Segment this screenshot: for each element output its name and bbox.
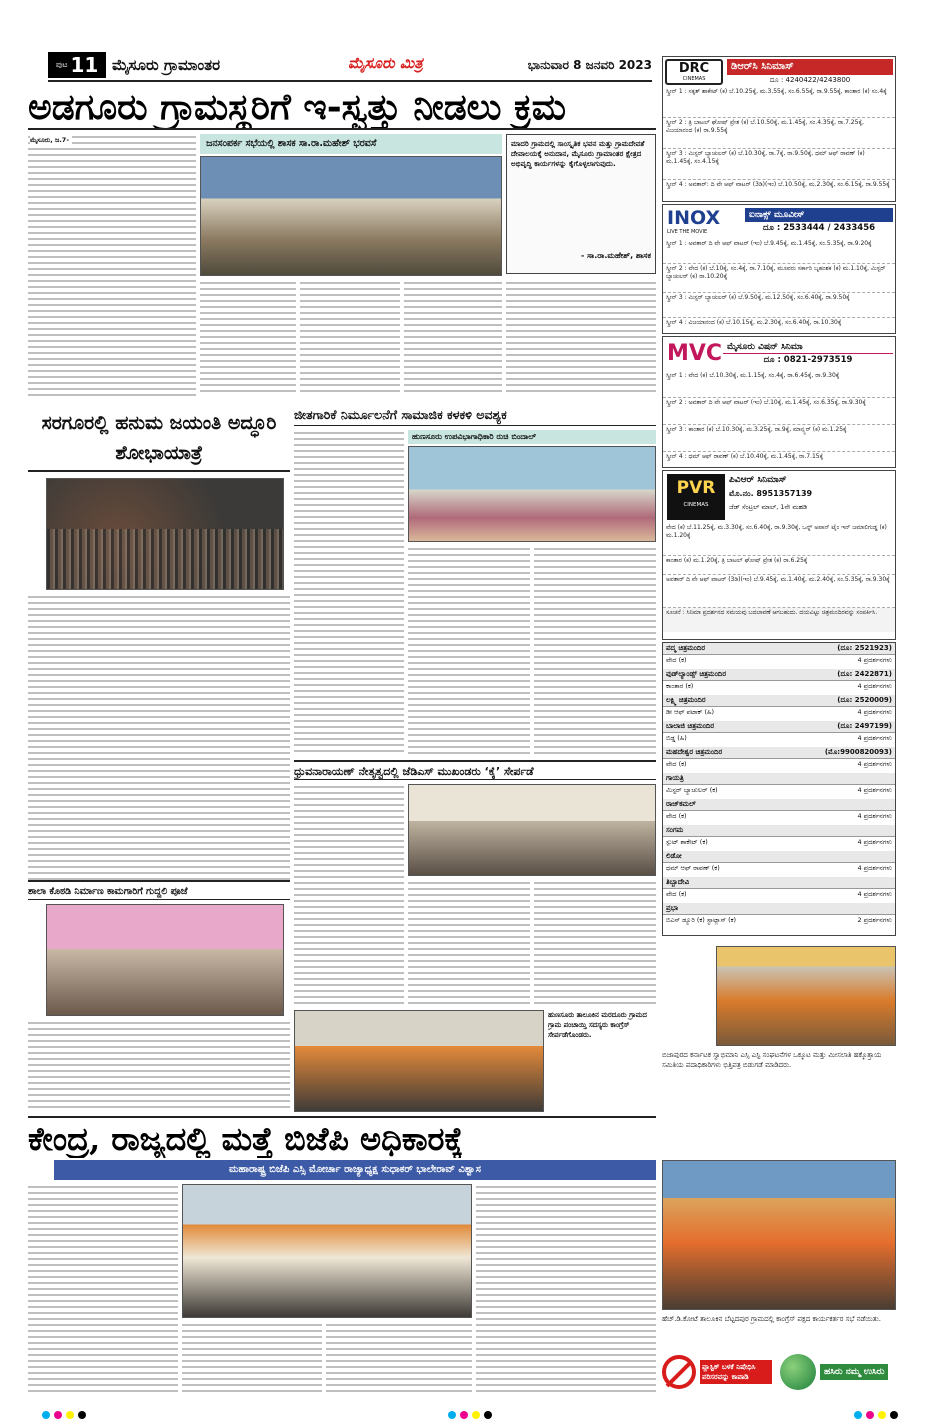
theatre-item: [663, 877, 895, 904]
pvr-cinema-box: [662, 470, 896, 640]
bottom-body-col1: [28, 1184, 178, 1394]
drc-phone: ದೂ : 4240422/4243800: [769, 76, 851, 84]
lead-body-col4: [404, 280, 502, 396]
bottom-right-photo: [662, 1160, 896, 1310]
jeeta-photo: [408, 446, 656, 542]
inox-name: ಐನಾಕ್ಸ್ ಮೂವೀಸ್: [745, 208, 893, 222]
theatre-film: ಸ್ಪುಟ್ ಶಾಕೇಟ್ (ಕ): [666, 838, 708, 846]
theatre-film: ಧಮ್ ಆಫ್ ರಾವಣ್ (ಕ): [666, 864, 720, 872]
pvr-logo-sub: CINEMAS: [683, 502, 709, 508]
inox-cinema-box: [662, 204, 896, 334]
dhruva-body-col1: [294, 784, 404, 1004]
theatre-item: [663, 773, 895, 800]
theatre-item: [663, 721, 895, 748]
pvr-phone: ಮೊ.ನಂ. 8951357139: [729, 489, 813, 498]
globe-icon: [780, 1354, 816, 1390]
lead-photo: [200, 156, 502, 276]
drc-logo: [665, 59, 723, 85]
theatre-film: ವೇದ (ಕ): [666, 812, 687, 820]
inox-row: ಸ್ಕ್ರೀನ್ 4 : ವಿಜಯಾನಂದ (ಕ) ಬೆ.10.15ಕ್ಕೆ, ಮ.2.30ಕ್ಕೆ, ಸಂ.6.40ಕ್ಕೆ, ರಾ.10.30ಕ್ಕೆ: [666, 319, 842, 326]
theatre-name: ಸಂಗಮ: [666, 826, 684, 834]
school-photo: [46, 904, 284, 1016]
inox-schedule: [663, 239, 895, 342]
drc-row: ಸ್ಕ್ರೀನ್ 3 : ಮಿಸ್ಟರ್ ಬ್ಯಾಚುಲರ್ (ಕ) ಬೆ.10.30ಕ್ಕೆ, ರಾ.7ಕ್ಕೆ, ರಾ.9.50ಕ್ಕೆ, ಧಮ್ ಆಫ್ ರಾವಣ್ (ಕ) ಮ.1.45ಕ್ಕೆ, ಸಂ.4.15ಕ್ಕೆ: [663, 149, 895, 180]
jeeta-headline: ಜೀತಗಾರಿಕೆ ನಿರ್ಮೂಲನೆಗೆ ಸಾಮಾಜಿಕ ಕಳಕಳಿ ಅವಶ್ಯಕ: [294, 404, 656, 426]
school-headline: ಶಾಲಾ ಕೊಠಡಿ ನಿರ್ಮಾಣ ಕಾಮಗಾರಿಗೆ ಗುದ್ದಲಿ ಪೂಜೆ: [28, 880, 290, 900]
theatre-item: [663, 799, 895, 826]
bottom-body-col2: [182, 1322, 322, 1394]
mvc-row: ಸ್ಕ್ರೀನ್ 4 : ಧಮ್ ಆಫ್ ರಾವಣ್ (ಕ) ಬೆ.10.40ಕ್ಕೆ, ಮ.1.45ಕ್ಕೆ, ರಾ.7.15ಕ್ಕೆ: [666, 453, 824, 460]
lead-photo-caption: ಜನಸಂಪರ್ಕ ಸಭೆಯಲ್ಲಿ ಶಾಸಕ ಸಾ.ರಾ.ಮಹೇಶ್ ಭರವಸೆ: [200, 134, 502, 154]
page-header: [48, 50, 652, 82]
theatre-name: ಪ್ರಭಾ: [666, 904, 679, 912]
masthead: ಮೈಸೂರು ಮಿತ್ರ: [348, 54, 423, 72]
theatre-item: [663, 825, 895, 852]
theatre-item: [663, 669, 895, 696]
theatre-name: ಲಕ್ಷ್ಮಿ ಚಿತ್ರಮಂದಿರ: [666, 696, 706, 704]
theatre-film: ಕಾಂತಾರ (ಕ): [666, 682, 694, 690]
lead-quote-author: - ಸಾ.ರಾ.ಮಹೇಶ್, ಶಾಸಕ: [581, 251, 651, 260]
theatre-item: [663, 747, 895, 774]
pvr-address: ಜೆಡ್ ಸೆಂಟ್ರಲ್ ಮಾಲ್, 1ನೇ ಮಹಡಿ: [729, 503, 808, 511]
bottom-photo: [182, 1184, 472, 1318]
plastic-ban-ad: [662, 1350, 772, 1394]
side-photo: [294, 1010, 544, 1112]
dhruva-body-col3: [534, 880, 656, 1004]
theatre-list: [662, 642, 896, 936]
lead-body-col5: [506, 280, 656, 396]
pvr-logo: [667, 474, 725, 520]
theatre-name: ಗಾಯತ್ರಿ: [666, 774, 684, 782]
lead-quote-box: [506, 134, 656, 274]
theatre-name: ಪದ್ಮ ಚಿತ್ರಮಂದಿರ: [666, 644, 706, 652]
drc-row: ಸ್ಕ್ರೀನ್ 1 : ಸಕ್ಕತ್ ಶಾಕೇಟ್ (ಕ) ಬೆ.10.25ಕ್ಕೆ, ಮ.3.55ಕ್ಕೆ, ಸಂ.6.55ಕ್ಕೆ, ರಾ.9.55ಕ್ಕೆ, ಕಾಂತಾರ (ಕ) ಸಂ.4ಕ್ಕೆ: [663, 87, 895, 118]
mvc-row: ಸ್ಕ್ರೀನ್ 1 : ವೇದ (ಕ) ಬೆ.10.30ಕ್ಕೆ, ಮ.1.15ಕ್ಕೆ, ಸಂ.4ಕ್ಕೆ, ರಾ.6.45ಕ್ಕೆ, ರಾ.9.30ಕ್ಕೆ: [663, 371, 895, 398]
theatre-item: [663, 695, 895, 722]
jeeta-body-col3: [534, 546, 656, 756]
inox-row: ಸ್ಕ್ರೀನ್ 2 : ವೇದ (ಕ) ಬೆ.10ಕ್ಕೆ, ಸಂ.4ಕ್ಕೆ, ರಾ.7.10ಕ್ಕೆ, ಮೂವರು ಸರ್ಕಾರಿ ಬೃಹಂಶಕ (ಕ) ಮ.1.10ಕ್ಕೆ, ಮಿಸ್ಟರ್ ಬ್ಯಾಚುಲರ್ (ಕ) ರಾ.10.20ಕ್ಕೆ: [663, 264, 895, 293]
no-plastic-icon: [662, 1355, 696, 1389]
green-ad-text: ಹಸಿರು ನಮ್ಮ ಉಸಿರು: [820, 1364, 888, 1380]
lead-quote: ಮಾದರಿ ಗ್ರಾಮದಲ್ಲಿ ಸಾಂಸ್ಕೃತಿಕ ಭವನ ಮತ್ತು ಗ್ರಾಮದೇವತೆ ದೇವಾಲಯಕ್ಕೆ ಅನುದಾನ, ಮೈಸೂರು ಗ್ರಾಮಾಂತರ ಕ್ಷೇತ್ರದ ಅಭಿವೃದ್ಧಿ ಕಾರ್ಯಗಳನ್ನು ಕೈಗೊಳ್ಳಲಾಗುವುದು.: [511, 139, 645, 168]
bottom-headline: ಕೇಂದ್ರ, ರಾಜ್ಯದಲ್ಲಿ ಮತ್ತೆ ಬಿಜೆಪಿ ಅಧಿಕಾರಕ್ಕೆ: [28, 1116, 656, 1158]
pvr-logo-text: PVR: [676, 478, 716, 498]
page-label: ಪುಟ: [55, 60, 68, 69]
hanuma-photo: [46, 478, 284, 590]
lead-body-col1: [28, 134, 196, 396]
bottom-body-col3: [326, 1322, 472, 1394]
pvr-name: ಪಿವಿಆರ್ ಸಿನಿಮಾಸ್: [729, 475, 787, 485]
theatre-shows: 4 ಪ್ರದರ್ಶನಗಳು: [857, 864, 892, 872]
theatre-phone: (ದೂ: 2422871): [837, 670, 892, 678]
jeeta-caption: ಹುಣಸೂರು ಉಪವಿಭಾಗಾಧಿಕಾರಿ ರುಚಿ ಬಿಂದಾಲ್: [408, 430, 656, 444]
inox-phone: ದೂ : 2533444 / 2433456: [762, 223, 876, 233]
theatre-film: ವೇದ (ಕ): [666, 656, 687, 664]
theatre-shows: 4 ಪ್ರದರ್ಶನಗಳು: [857, 812, 892, 820]
inox-logo-sub: LIVE THE MOVIE: [667, 229, 708, 235]
theatre-item: [663, 643, 895, 670]
theatre-shows: 4 ಪ್ರದರ್ಶನಗಳು: [857, 682, 892, 690]
drc-schedule: [663, 87, 895, 210]
theatre-film: ಡೀ ಆಫ್ ಪಟಾಕ್ (ಹಿ): [666, 708, 715, 716]
theatre-film: ವೇದ (ಕ): [666, 760, 687, 768]
drc-name: ಡಿಆರ್‌ಸಿ ಸಿನಿಮಾಸ್: [727, 59, 893, 75]
theatre-phone: (ದೂ: 2520009): [837, 696, 892, 704]
pvr-note: ಸೂಚನೆ : ಸಿನಿಮಾ ಪ್ರದರ್ಶನದ ಸಮಯವು ಬದಲಾವಣೆ ಆಗಬಹುದು. ದಯವಿಟ್ಟು ಚಿತ್ರಮಂದಿರವನ್ನು ಸಂಪರ್ಕಿಸಿ.: [663, 608, 895, 632]
mvc-cinema-box: [662, 336, 896, 468]
theatre-shows: 4 ಪ್ರದರ್ಶನಗಳು: [857, 734, 892, 742]
theatre-name: ಲಿಡೋ: [666, 852, 682, 860]
registration-marks: [40, 1404, 900, 1416]
page-number: 11: [70, 53, 99, 77]
theatre-shows: 4 ಪ್ರದರ್ಶನಗಳು: [857, 838, 892, 846]
theatre-name: ಬಾಲಾಜಿ ಚಿತ್ರಮಂದಿರ: [666, 722, 715, 730]
mvc-row: ಸ್ಕ್ರೀನ್ 2 : ಅವತಾರ್ ದಿ ವೇ ಆಫ್ ವಾಟರ್ (ಇಂ) ಬೆ.10ಕ್ಕೆ, ಮ.1.45ಕ್ಕೆ, ಸಂ.6.35ಕ್ಕೆ, ರಾ.9.30ಕ್ಕೆ: [663, 398, 895, 425]
right-event-caption: ಬಿಜಾಪುರದ ಕರ್ನಾಟಕ ಸ್ವಾಭಿಮಾನಿ ಎಸ್ಸಿ ಎಸ್ಟಿ ಸಂಘಟನೆಗಳ ಒಕ್ಕೂಟ ಮತ್ತು ಮೀಸಲಾತಿ ಹಕ್ಕೊತ್ತಾಯ ಸಮಿತಿಯ ಪದಾಧಿಕಾರಿಗಳು ಭಿತ್ತಿಪತ್ರ ಬಿಡುಗಡೆ ಮಾಡಿದರು.: [662, 1051, 882, 1069]
bottom-body-col4: [476, 1184, 656, 1394]
issue-date: ಭಾನುವಾರ 8 ಜನವರಿ 2023: [527, 58, 652, 72]
lead-headline: ಅಡಗೂರು ಗ್ರಾಮಸ್ಥರಿಗೆ ಇ-ಸ್ವತ್ತು ನೀಡಲು ಕ್ರಮ: [28, 84, 656, 130]
theatre-phone: (ದೂ: 2521923): [837, 644, 892, 652]
inox-row: ಸ್ಕ್ರೀನ್ 1 : ಅವತಾರ್ ದಿ ವೇ ಆಫ್ ವಾಟರ್ (ಇಂ) ಬೆ.9.45ಕ್ಕೆ, ಮ.1.45ಕ್ಕೆ, ಸಂ.5.35ಕ್ಕೆ, ರಾ.9.20ಕ್ಕೆ: [663, 239, 895, 264]
drc-logo-sub: CINEMAS: [682, 76, 706, 82]
theatre-phone: (ದೂ: 2497199): [837, 722, 892, 730]
theatre-shows: 2 ಪ್ರದರ್ಶನಗಳು: [857, 916, 892, 924]
pvr-row: ಕಾಂತಾರ (ಕ) ಮ.1.20ಕ್ಕೆ, ತ್ರಿ ಬಾಟಲ್ ಘೋಷ್ ಪ್ರೇತ (ಕ) ರಾ.6.25ಕ್ಕೆ: [663, 556, 895, 575]
theatre-name: ವುಡ್‌ಲ್ಯಾಂಡ್ಸ್ ಚಿತ್ರಮಂದಿರ: [666, 670, 727, 678]
jeeta-body-col2: [408, 546, 530, 756]
theatre-item: [663, 851, 895, 878]
bottom-right-caption: ಹೆಚ್.ಡಿ.ಕೋಟೆ ತಾಲೂಕಿನ ಬೆಟ್ಟದಪುರ ಗ್ರಾಮದಲ್ಲಿ ಕಾಂಗ್ರೆಸ್ ಪಕ್ಷದ ಕಾರ್ಯಕರ್ತರ ಸಭೆ ನಡೆಯಿತು.: [662, 1315, 881, 1323]
theatre-phone: (ಮೊ:9900820093): [824, 748, 892, 756]
theatre-shows: 4 ಪ್ರದರ್ಶನಗಳು: [857, 890, 892, 898]
theatre-name: ರಾಜ್‌ಕಮಲ್: [666, 800, 696, 808]
theatre-film: ವೇದ (ಕ): [666, 890, 687, 898]
theatre-film: ಮಿಸ್ಟರ್ ಬ್ಯಾಚುಲರ್ (ಕ): [666, 786, 718, 794]
drc-cinema-box: [662, 56, 896, 202]
hanuma-body: [28, 594, 290, 884]
mvc-schedule: [663, 371, 895, 478]
lead-dateline: ಮೈಸೂರು, ಜ.7-: [30, 136, 72, 145]
theatre-film: ಬಿಎಸ್ ಡ್ಯೂರಿ (ಕ) ಸ್ಟಾಟ್ಲಾಸ್ (ಕ): [666, 916, 737, 924]
mvc-name: ಮೈಸೂರು ವಿಷನ್ ಸಿನಿಮಾ: [723, 340, 893, 354]
drc-row: ಸ್ಕ್ರೀನ್ 2 : ತ್ರಿ ಬಾಟಲ್ ಘೋಷ್ ಪ್ರೇತ (ಕ) ಬೆ.10.50ಕ್ಕೆ, ಮ.1.45ಕ್ಕೆ, ಸಂ.4.35ಕ್ಕೆ, ರಾ.7.25ಕ್ಕೆ, ವಿಜಯಾನಂದ (ಕ) ರಾ.9.55ಕ್ಕೆ: [663, 118, 895, 149]
theatre-name: ಮಹದೇಶ್ವರ ಚಿತ್ರಮಂದಿರ: [666, 748, 723, 756]
theatre-name: ತಿಬ್ಬಾದೇವಿ: [666, 878, 690, 886]
hanuma-headline: [28, 404, 290, 472]
theatre-shows: 4 ಪ್ರದರ್ಶನಗಳು: [857, 760, 892, 768]
inox-row: ಸ್ಕ್ರೀನ್ 3 : ಮಿಸ್ಟರ್ ಬ್ಯಾಚುಲರ್ (ಕ) ಬೆ.9.50ಕ್ಕೆ, ಮ.12.50ಕ್ಕೆ, ಸಂ.6.40ಕ್ಕೆ, ರಾ.9.50ಕ್ಕೆ: [663, 293, 895, 318]
theatre-item: [663, 903, 895, 929]
green-ad: [780, 1350, 896, 1394]
pvr-row: ವೇದ (ಕ) ಬೆ.11.25ಕ್ಕೆ, ಮ.3.30ಕ್ಕೆ, ಸಂ.6.40ಕ್ಕೆ, ರಾ.9.30ಕ್ಕೆ, ಒನ್ನ್ ಅಪಾನ್ ಟೈಂ ಇನ್ ಜಮಾಲಿಗುಡ್ಡ (ಕ) ಮ.1.20ಕ್ಕೆ: [663, 523, 895, 556]
pvr-schedule: [663, 523, 895, 632]
lead-body-col3: [300, 280, 400, 396]
dhruva-photo: [408, 784, 656, 876]
jeeta-body-col1: [294, 430, 404, 756]
inox-logo-text: INOX: [667, 207, 721, 229]
page-number-box: [48, 52, 106, 78]
dhruva-body-col2: [408, 880, 530, 1004]
bottom-subhead: ಮಹಾರಾಷ್ಟ್ರ ಬಿಜೆಪಿ ಎಸ್ಸಿ ಮೋರ್ಚಾ ರಾಜ್ಯಾಧ್ಯಕ್ಷ ಸುಧಾಕರ್ ಭಾಲೇರಾವ್ ವಿಶ್ವಾಸ: [54, 1160, 656, 1180]
mvc-row: ಸ್ಕ್ರೀನ್ 3 : ಕಾಂತಾರ (ಕ) ಬೆ.10.30ಕ್ಕೆ, ಮ.3.25ಕ್ಕೆ, ರಾ.9ಕ್ಕೆ, ಮಾನ್ಸ್ಟರ್ (ಕ) ಮ.1.25ಕ್ಕೆ: [663, 425, 895, 452]
theatre-shows: 4 ಪ್ರದರ್ಶನಗಳು: [857, 786, 892, 794]
section-name: ಮೈಸೂರು ಗ್ರಾಮಾಂತರ: [112, 56, 221, 74]
mvc-logo: MVC: [667, 341, 723, 366]
right-event-photo: [716, 946, 896, 1046]
plastic-ban-text: ಪ್ಲಾಸ್ಟಿಕ್ ಬಳಕೆ ನಿಷೇಧಿಸಿ ಪರಿಸರವನ್ನು ಕಾಪಾಡಿ: [700, 1360, 772, 1384]
mvc-phone: ದೂ : 0821-2973519: [763, 355, 853, 365]
dhruva-headline: ಧ್ರುವನಾರಾಯಣ್ ನೇತೃತ್ವದಲ್ಲಿ ಜೆಡಿಎಸ್ ಮುಖಂಡರು ‘ಕೈ’ ಸೇರ್ಪಡೆ: [294, 760, 656, 780]
theatre-shows: 4 ಪ್ರದರ್ಶನಗಳು: [857, 708, 892, 716]
lead-body-col2: [200, 280, 296, 396]
drc-logo-text: DRC: [678, 61, 710, 76]
inox-logo: [667, 207, 741, 237]
hanuma-headline-text: ಸರಗೂರಲ್ಲಿ ಹನುಮ ಜಯಂತಿ ಅದ್ಧೂರಿ ಶೋಭಾಯಾತ್ರೆ: [41, 412, 277, 464]
school-body: [28, 1020, 290, 1112]
theatre-shows: 4 ಪ್ರದರ್ಶನಗಳು: [857, 656, 892, 664]
pvr-row: ಅವತಾರ್ ದಿ ವೇ ಆಫ್ ವಾಟರ್ (3ಡಿ)(ಇಂ) ಬೆ.9.45ಕ್ಕೆ, ಮ.1.40ಕ್ಕೆ, ಮ.2.40ಕ್ಕೆ, ಸಂ.5.35ಕ್ಕೆ, ರಾ.9.30ಕ್ಕೆ: [663, 575, 895, 608]
theatre-film: ಬಿಡ್ಡ (ಹಿ): [666, 734, 687, 742]
side-caption: ಹುಣಸೂರು ತಾಲೂಕಿನ ಮರದೂರು ಗ್ರಾಮದ ಗ್ರಾಮ ಪಂಚಾಯ್ತಿ ಸದಸ್ಯರು ಕಾಂಗ್ರೆಸ್ ಸೇರ್ಪಡೆಗೊಂಡರು.: [548, 1011, 647, 1039]
drc-row: ಸ್ಕ್ರೀನ್ 4 : ಅವತಾರ್: ದಿ ವೇ ಆಫ್ ವಾಟರ್ (3ಡಿ)(ಇಂ) ಬೆ.10.50ಕ್ಕೆ, ಮ.2.30ಕ್ಕೆ, ಸಂ.6.15ಕ್ಕೆ, ರಾ.9.55ಕ್ಕೆ: [666, 181, 890, 188]
